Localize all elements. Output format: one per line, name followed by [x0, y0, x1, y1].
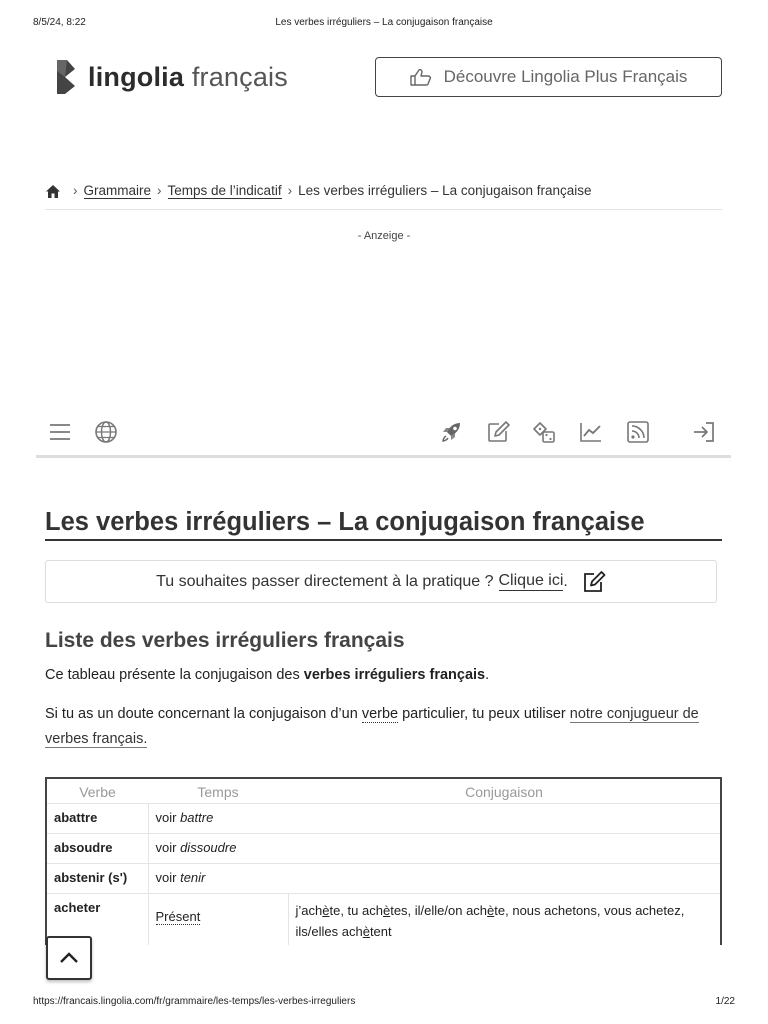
lingolia-logo-icon: [55, 59, 77, 95]
breadcrumb-separator: ›: [157, 183, 162, 198]
print-page-count: 1/22: [715, 996, 735, 1007]
home-icon[interactable]: [45, 184, 61, 199]
verb-table: [45, 777, 722, 945]
reference-cell: [148, 833, 720, 863]
reference-verb: battre: [180, 809, 214, 825]
practice-link[interactable]: Clique ici: [498, 572, 564, 589]
practice-end: .: [563, 572, 568, 590]
breadcrumb-separator: ›: [73, 183, 78, 198]
table-row: [47, 833, 720, 863]
edit-icon[interactable]: [582, 571, 606, 593]
conjugation-cell: j’achète, tu achètes, il/elle/on achète, nous achetons, vous achetez, ils/elles achètent: [288, 893, 720, 945]
login-icon[interactable]: [692, 420, 716, 444]
doubt-start: Si tu as un doute concernant la conjugaison d’un: [45, 706, 362, 722]
table-row: [47, 803, 720, 833]
trending-icon[interactable]: [579, 420, 603, 444]
plus-button-label: Découvre Lingolia Plus Français: [443, 67, 688, 86]
print-title: Les verbes irréguliers – La conjugaison française: [275, 17, 493, 28]
voir-text: voir: [155, 869, 177, 885]
tense-cell: [148, 893, 288, 945]
scroll-to-top-button[interactable]: [46, 936, 92, 980]
dice-icon[interactable]: [532, 420, 556, 444]
reference-cell: [148, 803, 720, 833]
logo-text: [88, 62, 288, 93]
ad-label: - Anzeige -: [357, 230, 411, 242]
intro-start: Ce tableau présente la conjugaison des: [45, 667, 304, 683]
practice-text: Tu souhaites passer directement à la pratique ?: [156, 572, 494, 590]
logo-lang: français: [191, 61, 288, 92]
verb-cell: abattre: [47, 803, 148, 833]
section-title: Liste des verbes irréguliers français: [45, 629, 405, 652]
table-row: [47, 863, 720, 893]
breadcrumb-grammaire[interactable]: Grammaire: [83, 183, 152, 198]
logo-brand: lingolia: [88, 61, 185, 92]
print-url: https://francais.lingolia.com/fr/grammaire/les-temps/les-verbes-irreguliers: [33, 996, 356, 1007]
verb-cell: absoudre: [47, 833, 148, 863]
voir-text: voir: [155, 809, 177, 825]
verb-cell: abstenir (s'): [47, 863, 148, 893]
page-title: Les verbes irréguliers – La conjugaison française: [45, 508, 722, 541]
practice-box: [45, 560, 717, 603]
voir-text: voir: [155, 839, 177, 855]
lingolia-logo[interactable]: [55, 58, 288, 96]
reference-verb: tenir: [180, 869, 206, 885]
globe-icon[interactable]: [94, 420, 118, 444]
breadcrumb-current: Les verbes irréguliers – La conjugaison française: [298, 183, 592, 198]
reference-verb: dissoudre: [180, 839, 237, 855]
doubt-mid: particulier, tu peux utiliser: [398, 706, 570, 722]
intro-bold: verbes irréguliers français: [303, 667, 486, 683]
intro-end: .: [485, 667, 490, 683]
column-header-conjugaison: Conjugaison: [465, 783, 543, 800]
thumbs-up-icon: [410, 68, 432, 86]
menu-icon[interactable]: [48, 420, 72, 444]
toolbar: [36, 416, 731, 458]
column-header-verbe: Verbe: [79, 783, 116, 800]
rocket-icon[interactable]: [440, 420, 464, 444]
breadcrumb: [45, 182, 722, 210]
verb-cell: acheter: [47, 893, 148, 945]
edit-icon[interactable]: [486, 420, 510, 444]
tense-label[interactable]: Présent: [155, 908, 201, 924]
print-header: [0, 17, 768, 31]
table-row: [47, 893, 720, 945]
breadcrumb-separator: ›: [287, 183, 293, 198]
print-date: 8/5/24, 8:22: [33, 17, 86, 28]
chevron-up-icon: [59, 952, 79, 964]
column-header-temps: Temps: [197, 783, 239, 800]
rss-icon[interactable]: [626, 420, 650, 444]
intro-paragraph: [45, 667, 489, 683]
glossary-term-verbe[interactable]: verbe: [361, 706, 399, 722]
doubt-paragraph: [45, 702, 725, 752]
lingolia-plus-button[interactable]: [375, 57, 722, 97]
reference-cell: [148, 863, 720, 893]
conjugator-link[interactable]: notre conjugueur de verbes français.: [45, 706, 699, 747]
breadcrumb-temps-indicatif[interactable]: Temps de l’indicatif: [167, 183, 282, 198]
